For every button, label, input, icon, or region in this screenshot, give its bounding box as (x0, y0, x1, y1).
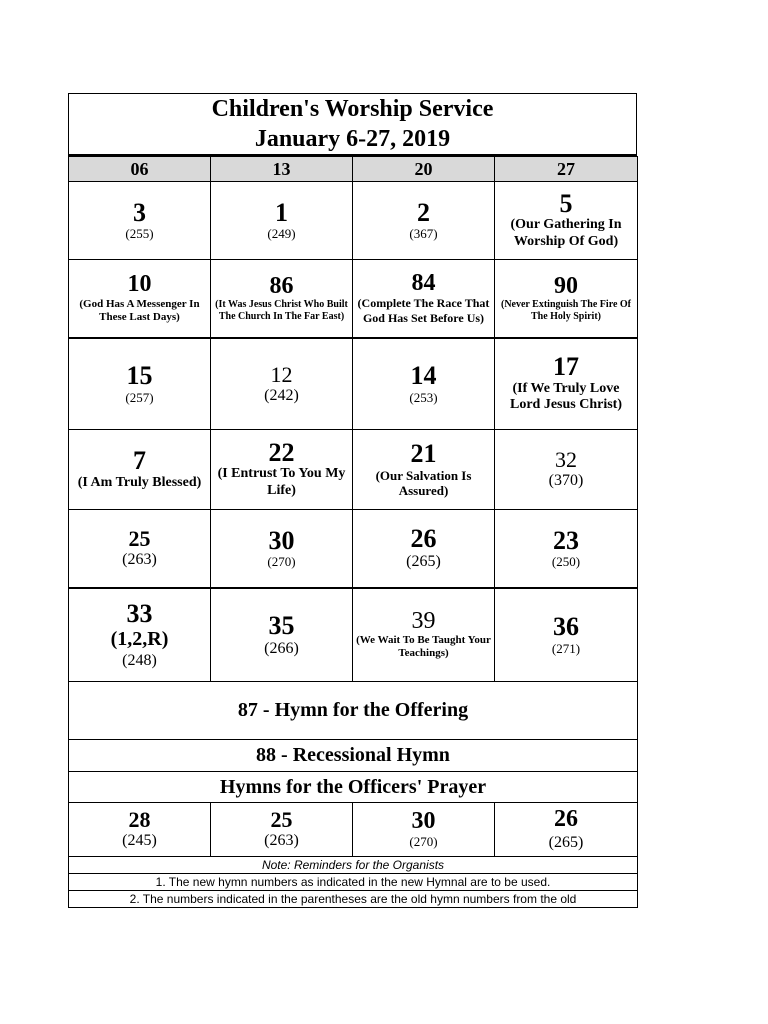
hymn-cell (69, 260, 211, 338)
hymn-old-number: (253) (409, 389, 438, 405)
hymn-title: (God Has A Messenger In These Last Days) (79, 297, 200, 323)
hymn-cell (353, 510, 495, 588)
title-line-2: January 6-27, 2019 (254, 126, 451, 152)
note-row (69, 891, 638, 908)
recessional-row (69, 740, 638, 772)
hymn-cell (495, 588, 638, 682)
hymn-cell (495, 510, 638, 588)
schedule-sheet (68, 93, 637, 908)
hymn-title: (I Entrust To You My Life) (217, 466, 346, 499)
hymn-number: 1 (275, 198, 288, 228)
hymn-number: 21 (410, 439, 437, 469)
hymn-cell (211, 338, 353, 430)
hymn-title: (We Wait To Be Taught Your Teachings) (356, 634, 491, 660)
hymn-table (68, 156, 638, 908)
hymn-old-number: (255) (125, 226, 154, 242)
hymn-old-number: (257) (125, 389, 154, 405)
hymn-number: 15 (126, 361, 153, 391)
hymn-cell (495, 430, 638, 510)
hymn-number: 22 (268, 438, 295, 468)
note-line-2: 2. The numbers indicated in the parentheses are the old hymn numbers from the old (69, 891, 638, 908)
hymn-number: 3 (133, 198, 146, 228)
hymn-number: 14 (410, 361, 437, 391)
hymn-old-number: (242) (264, 386, 299, 404)
hymn-number: 90 (554, 272, 578, 299)
title-line-1: Children's Worship Service (211, 96, 494, 122)
date-header: 13 (211, 157, 353, 182)
hymn-title: (Never Extinguish The Fire Of The Holy Spirit) (501, 298, 631, 322)
hymn-number: 12 (270, 361, 293, 387)
hymn-number: 28 (128, 807, 151, 833)
note-heading-row (69, 857, 638, 874)
hymn-number: 32 (555, 447, 577, 473)
note-heading: Note: Reminders for the Organists (69, 857, 638, 874)
hymn-old-number: (248) (122, 651, 157, 669)
hymn-row (69, 260, 638, 338)
date-header-row (69, 157, 638, 182)
hymn-number: 25 (270, 807, 293, 833)
hymn-cell (353, 588, 495, 682)
hymn-title: (Our Gathering In Worship Of God) (510, 217, 622, 250)
hymn-verses: (1,2,R) (110, 627, 169, 650)
hymn-cell (211, 510, 353, 588)
hymn-number: 33 (126, 598, 153, 628)
recessional-hymn: 88 - Recessional Hymn (69, 740, 638, 772)
hymn-cell (211, 182, 353, 260)
date-header: 27 (495, 157, 638, 182)
hymn-row (69, 430, 638, 510)
hymn-cell (69, 510, 211, 588)
officers-heading-row (69, 772, 638, 803)
hymn-number: 86 (269, 272, 294, 299)
hymn-old-number: (245) (122, 832, 157, 850)
offering-row (69, 682, 638, 740)
hymn-old-number: (270) (409, 834, 438, 850)
hymn-row (69, 182, 638, 260)
hymn-row (69, 510, 638, 588)
hymn-cell (495, 338, 638, 430)
hymn-old-number: (265) (548, 833, 584, 851)
hymn-title: (I Am Truly Blessed) (77, 474, 202, 490)
hymn-number: 25 (128, 526, 151, 552)
hymn-cell (353, 260, 495, 338)
hymn-cell (211, 430, 353, 510)
hymn-old-number: (263) (122, 551, 157, 569)
officers-row (69, 803, 638, 857)
hymn-cell (353, 182, 495, 260)
hymn-number: 84 (411, 270, 436, 297)
hymn-old-number: (370) (548, 472, 584, 490)
note-line-1: 1. The new hymn numbers as indicated in the new Hymnal are to be used. (69, 874, 638, 891)
hymn-title: (Complete The Race That God Has Set Before Us) (357, 296, 490, 325)
hymn-cell (69, 338, 211, 430)
hymn-number: 5 (559, 189, 573, 219)
hymn-cell (353, 803, 495, 857)
hymn-title: (If We Truly Love Lord Jesus Christ) (509, 380, 622, 413)
hymn-number: 39 (411, 607, 436, 634)
hymn-title: (Our Salvation Is Assured) (375, 467, 472, 499)
hymn-old-number: (270) (267, 554, 296, 570)
hymn-title: (It Was Jesus Christ Who Built The Church In The Far East) (215, 298, 348, 322)
hymn-cell (211, 588, 353, 682)
hymn-cell (495, 260, 638, 338)
hymn-number: 30 (268, 525, 295, 555)
hymn-row (69, 588, 638, 682)
date-header: 06 (69, 157, 211, 182)
hymn-number: 10 (127, 271, 152, 298)
officers-prayer-heading: Hymns for the Officers' Prayer (69, 772, 638, 803)
hymn-cell (69, 803, 211, 857)
date-header: 20 (353, 157, 495, 182)
hymn-number: 23 (553, 525, 579, 555)
hymn-cell (495, 803, 638, 857)
hymn-number: 26 (410, 524, 437, 553)
hymn-cell (69, 430, 211, 510)
hymn-cell (69, 588, 211, 682)
schedule-title (68, 93, 637, 156)
hymn-number: 30 (411, 808, 436, 835)
hymn-cell (69, 182, 211, 260)
hymn-cell (353, 430, 495, 510)
hymn-number: 17 (553, 352, 579, 382)
hymn-old-number: (271) (551, 640, 581, 656)
hymn-old-number: (266) (264, 639, 299, 657)
note-row (69, 874, 638, 891)
hymn-cell (353, 338, 495, 430)
hymn-old-number: (367) (409, 226, 438, 242)
hymn-old-number: (265) (406, 553, 441, 571)
hymn-cell (495, 182, 638, 260)
hymn-number: 7 (133, 446, 146, 476)
offering-hymn: 87 - Hymn for the Offering (69, 682, 638, 740)
hymn-number: 36 (553, 612, 579, 642)
hymn-number: 35 (268, 610, 295, 640)
hymn-cell (211, 260, 353, 338)
hymn-old-number: (249) (267, 226, 296, 242)
hymn-row (69, 338, 638, 430)
hymn-old-number: (263) (264, 832, 299, 850)
hymn-cell (211, 803, 353, 857)
hymn-old-number: (250) (551, 554, 581, 570)
hymn-number: 26 (554, 806, 578, 833)
hymn-number: 2 (417, 198, 430, 228)
